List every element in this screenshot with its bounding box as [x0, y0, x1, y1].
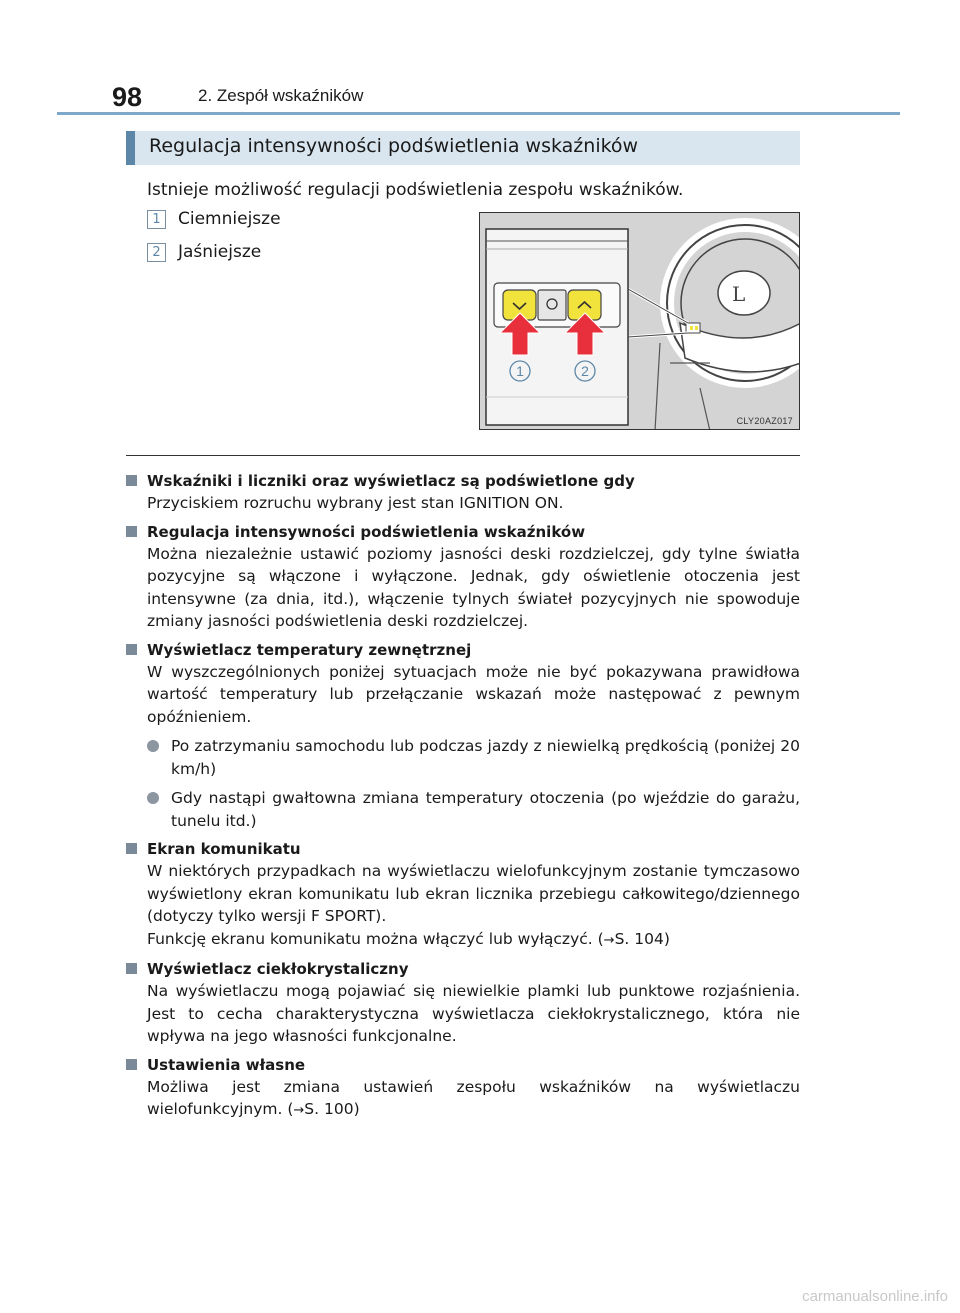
note-body: W wyszczególnionych poniżej sytuacjach może nie być pokazywana prawidłowa wartość temperatury lub przełączanie wskazań może następować z pewnym opóźnieniem. [147, 662, 800, 726]
square-bullet-icon [126, 526, 137, 537]
note-heading: Wyświetlacz temperatury zewnętrznej [126, 639, 800, 661]
header-rule [57, 112, 900, 115]
section-title-bar [126, 131, 800, 165]
section-intro: Istnieje możliwość regulacji podświetlenia zespołu wskaźników. [147, 180, 684, 200]
legend-number-1: 1 [147, 210, 166, 229]
note-body: W niektórych przypadkach na wyświetlaczu wielofunkcyjnym zostanie tymczasowo wyświetlony ekran komunikatu lub ekran licznika przebiegu całkowitego/dziennego (dotyczy tylko wersji F SPORT). Funkcję ekranu komunikatu można włączyć lub wyłączyć. (→S. 104) [147, 862, 800, 948]
svg-text:L: L [732, 282, 746, 306]
note-body: Można niezależnie ustawić poziomy jasności deski rozdzielczej, gdy tylne światła pozycyjne są włączone i wyłączone. Jednak, gdy oświetlenie otoczenia jest intensywne (za dnia, itd.), włączenie tylnych świateł pozycyjnych nie spowoduje zmiany jasności podświetlenia deski rozdzielczej. [147, 544, 800, 630]
note-item [126, 521, 800, 633]
round-bullet-icon [147, 792, 159, 804]
page-reference-link[interactable]: S. 100) [304, 1100, 360, 1118]
note-heading: Wyświetlacz ciekłokrystaliczny [126, 958, 800, 980]
chapter-title: 2. Zespół wskaźników [198, 86, 364, 105]
bullet-item: Po zatrzymaniu samochodu lub podczas jazdy z niewielką prędkością (poniżej 20 km/h) [126, 735, 800, 780]
note-item [126, 1054, 800, 1123]
legend-label-2: Jaśniejsze [178, 242, 262, 262]
page-number: 98 [112, 82, 143, 112]
square-bullet-icon [126, 475, 137, 486]
round-bullet-icon [147, 740, 159, 752]
section-divider [126, 455, 800, 456]
inset-panel [486, 229, 628, 425]
section-title: Regulacja intensywności podświetlenia wskaźników [149, 135, 639, 157]
watermark: carmanualsonline.info [802, 1288, 948, 1305]
square-bullet-icon [126, 843, 137, 854]
note-body: Możliwa jest zmiana ustawień zespołu wskaźników na wyświetlaczu wielofunkcyjnym. (→S. 100) [147, 1077, 800, 1118]
arrow-right-icon: → [293, 1103, 305, 1118]
legend-item-1 [147, 209, 281, 229]
dashboard-drawing [480, 213, 800, 430]
callout-2: 2 [581, 363, 589, 379]
note-item [126, 639, 800, 833]
figure-code: CLY20AZ017 [736, 416, 793, 426]
note-item [126, 958, 800, 1048]
page-reference-link[interactable]: S. 104) [614, 929, 670, 948]
note-item [126, 838, 800, 952]
note-heading: Wskaźniki i liczniki oraz wyświetlacz są podświetlone gdy [126, 470, 800, 492]
note-body: Na wyświetlaczu mogą pojawiać się niewielkie plamki lub punktowe rozjaśnienia. Jest to cecha charakterystyczna wyświetlacza ciekłokrystalicznego, która nie wpływa na jego własności funkcjonalne. [147, 982, 800, 1045]
square-bullet-icon [126, 1059, 137, 1070]
note-item [126, 470, 800, 515]
note-heading: Ustawienia własne [126, 1054, 800, 1076]
legend-item-2 [147, 242, 261, 262]
bullet-item: Gdy nastąpi gwałtowna zmiana temperatury otoczenia (po wjeździe do garażu, tunelu itd.) [126, 787, 800, 832]
brightness-icon [538, 290, 566, 320]
note-heading: Regulacja intensywności podświetlenia wskaźników [126, 521, 800, 543]
square-bullet-icon [126, 644, 137, 655]
note-heading: Ekran komunikatu [126, 838, 800, 860]
dashboard-illustration [479, 212, 800, 430]
square-bullet-icon [126, 963, 137, 974]
arrow-right-icon: → [603, 932, 615, 948]
note-body: Przyciskiem rozruchu wybrany jest stan IGNITION ON. [147, 494, 564, 512]
legend-label-1: Ciemniejsze [178, 209, 281, 229]
callout-1: 1 [516, 363, 524, 379]
legend-number-2: 2 [147, 243, 166, 262]
notes-list [126, 470, 800, 1129]
